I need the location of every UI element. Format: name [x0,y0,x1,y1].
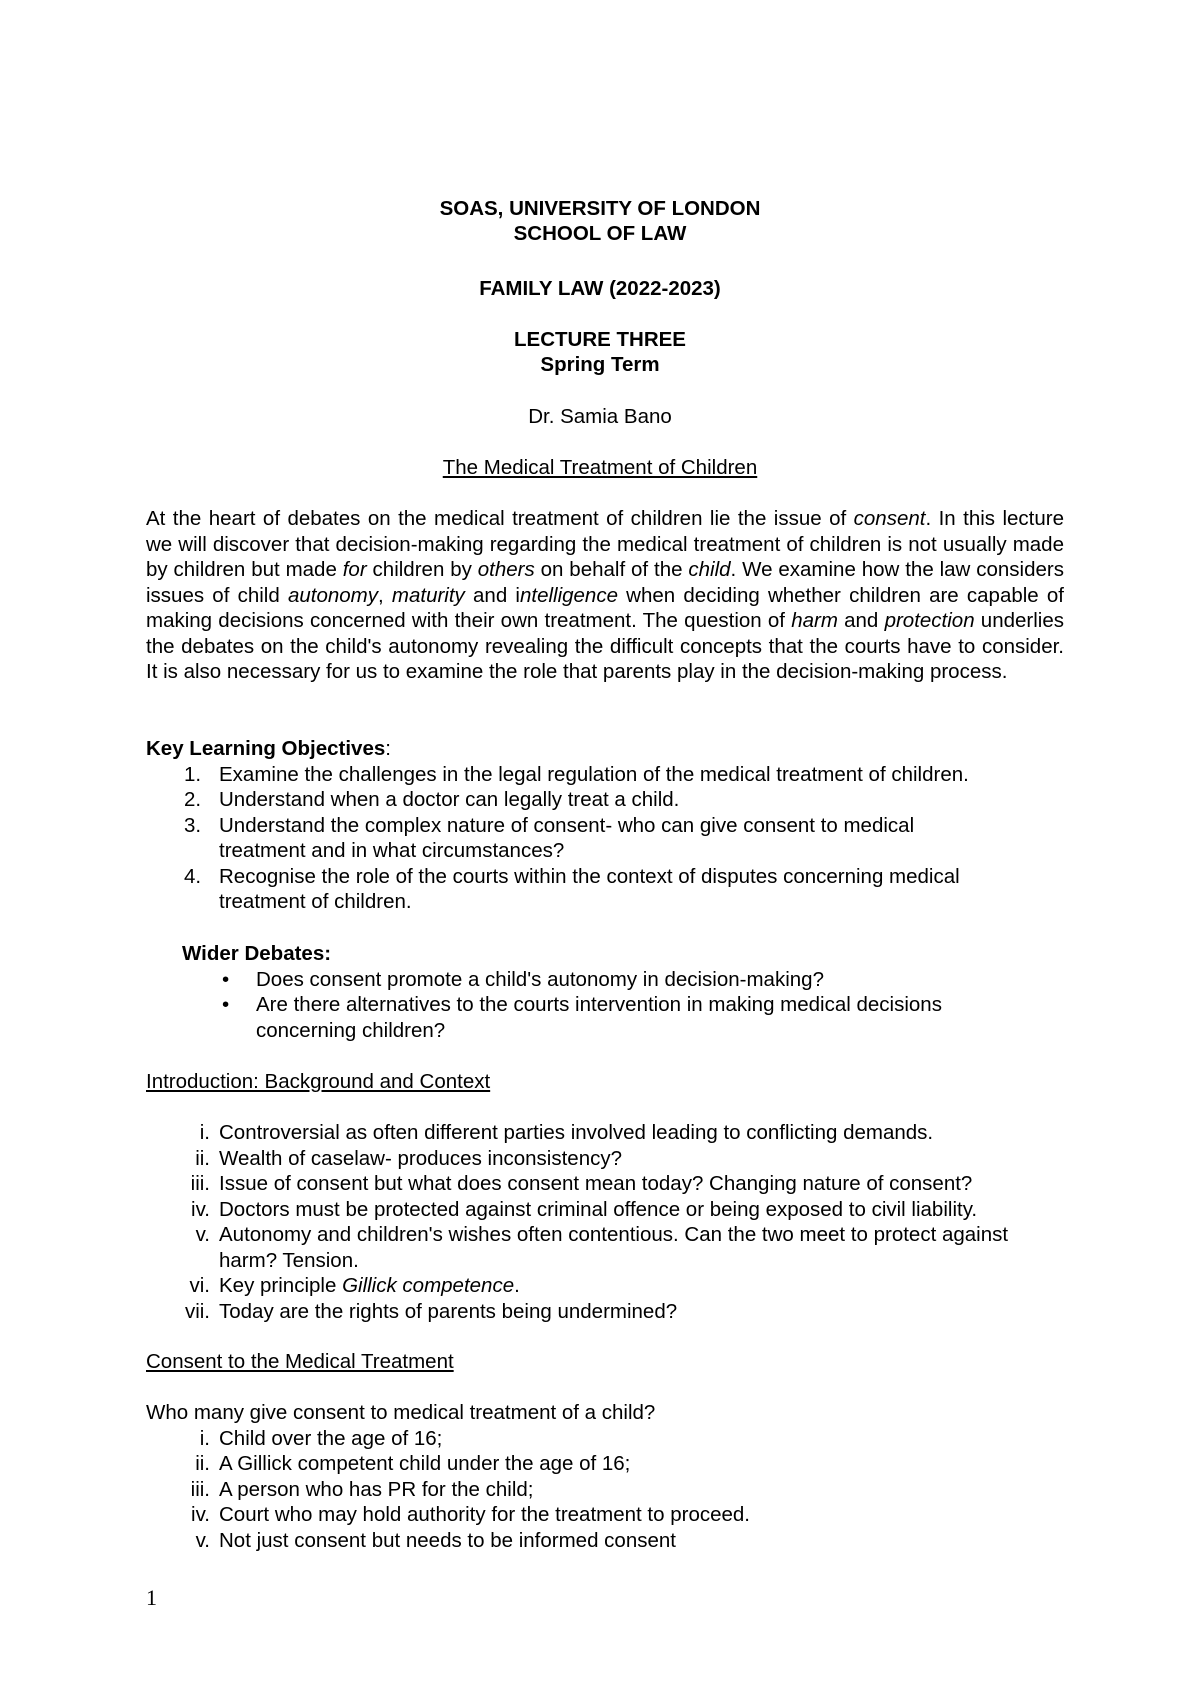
intro-emphasis: harm [791,609,838,632]
bullet-icon: • [222,993,230,1016]
intro-text: At the heart of debates on the medical treatment of children lie the issue of [146,507,854,530]
intro-text: , [378,583,392,607]
list-text: Understand when a doctor can legally treat a child. [219,788,680,811]
list-number: iv. [191,1503,210,1526]
list-text: Are there alternatives to the courts intervention in making medical decisions concerning children? [256,993,942,1042]
intro-text: children by [366,558,478,581]
background-list-wrap [146,1120,1064,1324]
objectives-heading-text: Key Learning Objectives [146,737,386,760]
list-item [146,1451,1064,1477]
list-number: 4. [184,864,202,888]
intro-text: on behalf of the [534,558,689,581]
list-text: Wealth of caselaw- produces inconsistency? [219,1146,622,1170]
objectives-heading-colon: : [385,737,391,760]
list-item [146,864,1064,915]
list-text: Understand the complex nature of consent- who can give consent to medical treatment and in what circumstances? [219,813,915,862]
course-title: FAMILY LAW (2022-2023) [479,277,721,300]
term-label: Spring Term [540,353,660,376]
list-text: A Gillick competent child under the age of 16; [219,1452,631,1475]
list-text: Today are the rights of parents being undermined? [219,1299,678,1323]
list-item [146,1222,1064,1273]
intro-text: underlies the debates on the child's autonomy revealing the difficult concepts that the courts have to consider. It is also necessary for us to examine the role that parents play in the decision-making process. [146,609,1064,683]
list-number: v. [195,1223,210,1246]
list-text: Key principle [219,1274,343,1297]
intro-paragraph [146,506,1064,685]
list-item [146,1120,1064,1146]
objectives-heading [146,736,1064,762]
background-list [146,1120,1064,1324]
list-item [146,1299,1064,1325]
list-text: Court who may hold authority for the treatment to proceed. [219,1503,750,1526]
intro-emphasis: maturity [391,583,465,607]
lecturer-block [0,404,1200,429]
intro-emphasis: protection [884,609,975,632]
intro-text: and i [464,583,520,607]
page-number: 1 [146,1585,157,1610]
lecture-title: LECTURE THREE [514,328,686,351]
list-text: A person who has PR for the child; [219,1477,534,1501]
list-text: Examine the challenges in the legal regulation of the medical treatment of children. [219,762,969,786]
list-number: 1. [184,762,202,786]
consent-list-wrap [146,1400,1064,1553]
list-number: vii. [184,1299,210,1323]
list-item [146,787,1064,813]
list-number: iii. [190,1477,210,1501]
list-emphasis: Gillick competence [342,1274,515,1297]
list-number: iii. [190,1172,210,1195]
intro-text: . In this lecture we will discover that decision-making regarding the medical treatment of children is not usually made by children but made [146,507,1064,581]
intro-emphasis: ntelligence [519,583,618,607]
debates-heading: Wider Debates: [182,942,332,965]
list-text: Doctors must be protected against criminal offence or being exposed to civil liability. [219,1197,978,1221]
debates-section [146,941,1064,1043]
list-text: Controversial as often different parties involved leading to conflicting demands. [219,1121,934,1144]
list-number: i. [199,1426,210,1450]
list-number: vi. [189,1274,210,1297]
topic-block [0,455,1200,480]
intro-text: when deciding whether children are capable of making decisions concerned with their own treatment. The question of [146,583,1064,632]
bullet-icon: • [222,967,230,991]
institution-name: SOAS, UNIVERSITY OF LONDON [439,197,761,220]
intro-emphasis: for [342,558,367,581]
intro-emphasis: consent [853,507,926,530]
list-text: Does consent promote a child's autonomy in decision-making? [256,967,824,991]
intro-text: and [837,609,885,632]
list-item [146,1528,1064,1554]
list-item [146,1197,1064,1223]
consent-list [146,1426,1064,1554]
list-item [146,1477,1064,1503]
list-number: v. [195,1528,210,1552]
title-block [0,196,1200,246]
list-text: Autonomy and children's wishes often contentious. Can the two meet to protect against harm? Tension. [219,1223,1009,1272]
list-item [146,1171,1064,1197]
list-text: Issue of consent but what does consent mean today? Changing nature of consent? [219,1172,973,1195]
list-text: . [514,1274,520,1297]
list-item [146,813,1064,864]
list-number: ii. [195,1452,210,1475]
list-item [146,762,1064,788]
lecture-block [0,327,1200,377]
list-number: 3. [184,813,202,837]
objectives-list [146,762,1064,915]
school-name: SCHOOL OF LAW [513,222,687,245]
intro-section [146,506,1064,685]
background-heading: Introduction: Background and Context [146,1070,491,1093]
background-section [146,1069,1064,1095]
list-number: ii. [195,1146,210,1170]
intro-emphasis: autonomy [287,583,378,607]
consent-section [146,1349,1064,1375]
list-text: Not just consent but needs to be informed consent [219,1528,676,1552]
list-item [146,967,1064,993]
list-text: Child over the age of 16; [219,1426,443,1450]
intro-emphasis: child [688,558,731,581]
consent-heading: Consent to the Medical Treatment [146,1350,454,1373]
list-item [146,1502,1064,1528]
list-text: Recognise the role of the courts within the context of disputes concerning medical treatment of children. [219,864,960,913]
list-number: iv. [191,1197,210,1221]
list-item [146,1426,1064,1452]
list-item [146,1146,1064,1172]
lecturer-name: Dr. Samia Bano [528,405,672,428]
list-item [146,992,1064,1043]
objectives-section [146,736,1064,915]
consent-question: Who many give consent to medical treatment of a child? [146,1401,656,1424]
list-number: i. [199,1121,210,1144]
topic-title: The Medical Treatment of Children [442,456,758,479]
course-title-block [0,276,1200,301]
debates-list [146,967,1064,1044]
intro-text: . We examine how the law considers issues of child [146,558,1064,607]
list-number: 2. [184,788,202,811]
intro-emphasis: others [477,558,535,581]
list-item [146,1273,1064,1299]
